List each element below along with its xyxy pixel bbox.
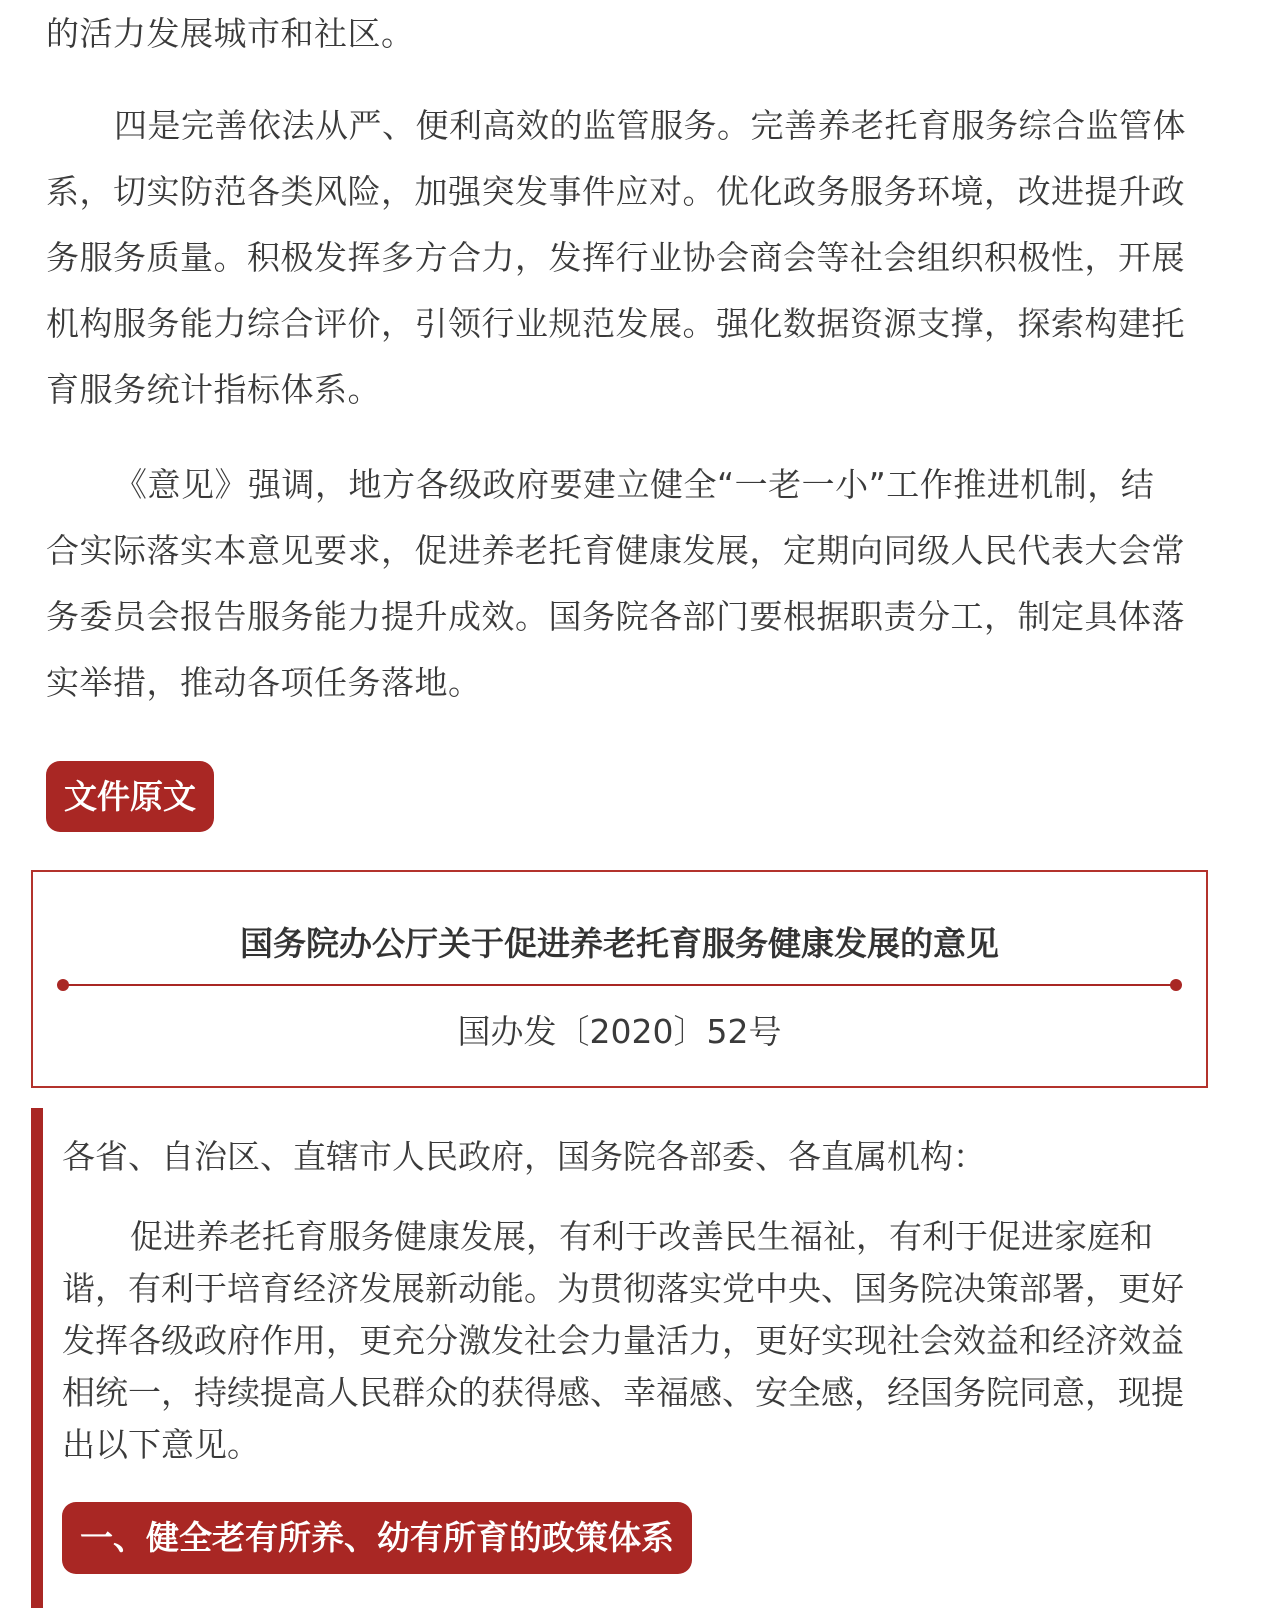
section-tag-original-text: 文件原文 (46, 761, 214, 832)
paragraph-point-four: 四是完善依法从严、便利高效的监管服务。完善养老托育服务综合监管体系，切实防范各类风险，加强突发事件应对。优化政务服务环境，改进提升政务服务质量。积极发挥多方合力，发挥行业协会商会等社会组织积极性，开展机构服务能力综合评价，引领行业规范发展。强化数据资源支撑，探索构建托育服务统计指标体系。 (46, 106, 1186, 409)
document-intro: 促进养老托育服务健康发展，有利于改善民生福祉，有利于促进家庭和谐，有利于培育经济发展新动能。为贯彻落实党中央、国务院决策部署，更好发挥各级政府作用，更充分激发社会力量活力，更好实现社会效益和经济效益相统一，持续提高人民群众的获得感、幸福感、安全感，经国务院同意，现提出以下意见。 (62, 1217, 1184, 1464)
document-title: 国务院办公厅关于促进养老托育服务健康发展的意见 (240, 924, 999, 963)
body-accent-bar (31, 1108, 43, 1608)
paragraph-top-line: 的活力发展城市和社区。 (46, 14, 415, 53)
title-divider (63, 984, 1176, 986)
section-heading-one: 一、健全老有所养、幼有所育的政策体系 (62, 1502, 692, 1574)
divider-dot-left (57, 979, 69, 991)
document-title-box (31, 870, 1208, 1088)
document-number: 国办发〔2020〕52号 (457, 1012, 782, 1051)
paragraph-opinion-emphasis: 《意见》强调，地方各级政府要建立健全“一老一小”工作推进机制，结合实际落实本意见要求，促进养老托育健康发展，定期向同级人民代表大会常务委员会报告服务能力提升成效。国务院各部门要根据职责分工，制定具体落实举措，推动各项任务落地。 (46, 465, 1185, 702)
document-salutation: 各省、自治区、直辖市人民政府，国务院各部委、各直属机构： (62, 1137, 986, 1176)
divider-dot-right (1170, 979, 1182, 991)
